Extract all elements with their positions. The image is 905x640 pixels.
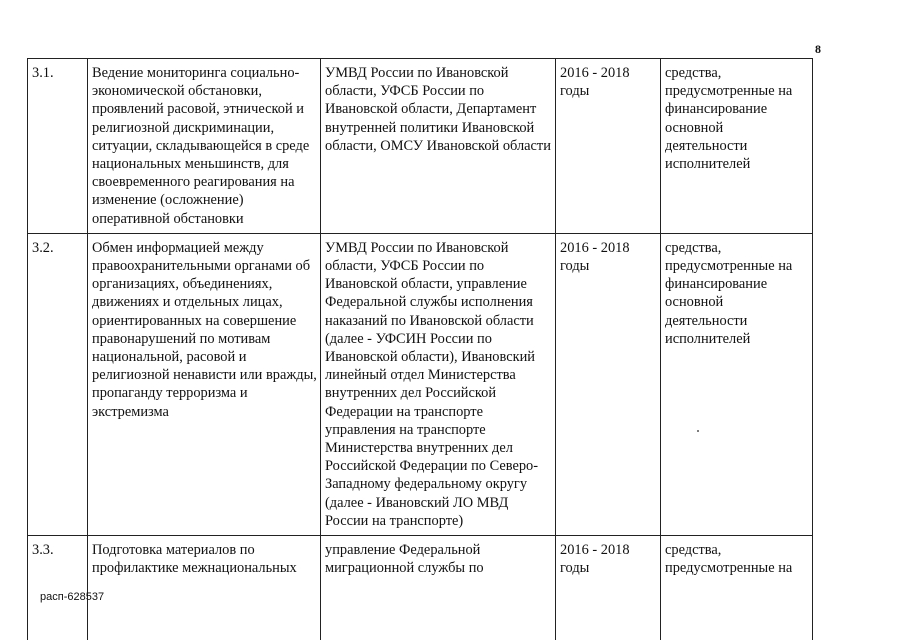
- activity-cell: Ведение мониторинга социально-экономической обстановки, проявлений расовой, этнической и религиозной дискриминации, ситуации, складывающейся в среде национальных меньшинств, для своевременного реагирования на изменение (осложнение) оперативной обстановки: [88, 59, 321, 234]
- activity-cell: Обмен информацией между правоохранительными органами об организациях, объединениях, движениях и отдельных лицах, ориентированных на совершение правонарушений по мотивам национальной, расовой и религиозной ненависти или вражды, пропаганду терроризма и экстремизма: [88, 233, 321, 535]
- activity-cell: Подготовка материалов по профилактике межнациональных: [88, 536, 321, 640]
- page-number: 8: [815, 42, 821, 56]
- executors-cell: УМВД России по Ивановской области, УФСБ России по Ивановской области, Департамент внутренней политики Ивановской области, ОМСУ Ивановской области: [321, 59, 556, 234]
- row-number-cell: 3.2.: [28, 233, 88, 535]
- executors-cell: УМВД России по Ивановской области, УФСБ России по Ивановской области, управление Федеральной службы исполнения наказаний по Ивановской области (далее - УФСИН России по Ивановской области), Ивановский линейный отдел Министерства внутренних дел Российской Федерации на транспорте управления на транспорте Министерства внутренних дел Российской Федерации по Северо-Западному федеральному округу (далее - Ивановский ЛО МВД России на транспорте): [321, 233, 556, 535]
- row-number-cell: 3.3.: [28, 536, 88, 640]
- scan-speck: [697, 430, 699, 432]
- table-row: [28, 536, 813, 640]
- period-cell: 2016 - 2018 годы: [556, 59, 661, 234]
- measures-table: [27, 58, 813, 640]
- funding-cell: средства, предусмотренные на финансирование основной деятельности исполнителей: [661, 59, 813, 234]
- document-code: расп-628537: [40, 591, 105, 603]
- table-row: [28, 59, 813, 234]
- row-number-cell: 3.1.: [28, 59, 88, 234]
- executors-cell: управление Федеральной миграционной службы по: [321, 536, 556, 640]
- funding-cell: средства, предусмотренные на финансирование основной деятельности исполнителей: [661, 233, 813, 535]
- period-cell: 2016 - 2018 годы: [556, 233, 661, 535]
- funding-cell: средства, предусмотренные на: [661, 536, 813, 640]
- period-cell: 2016 - 2018 годы: [556, 536, 661, 640]
- table-row: [28, 233, 813, 535]
